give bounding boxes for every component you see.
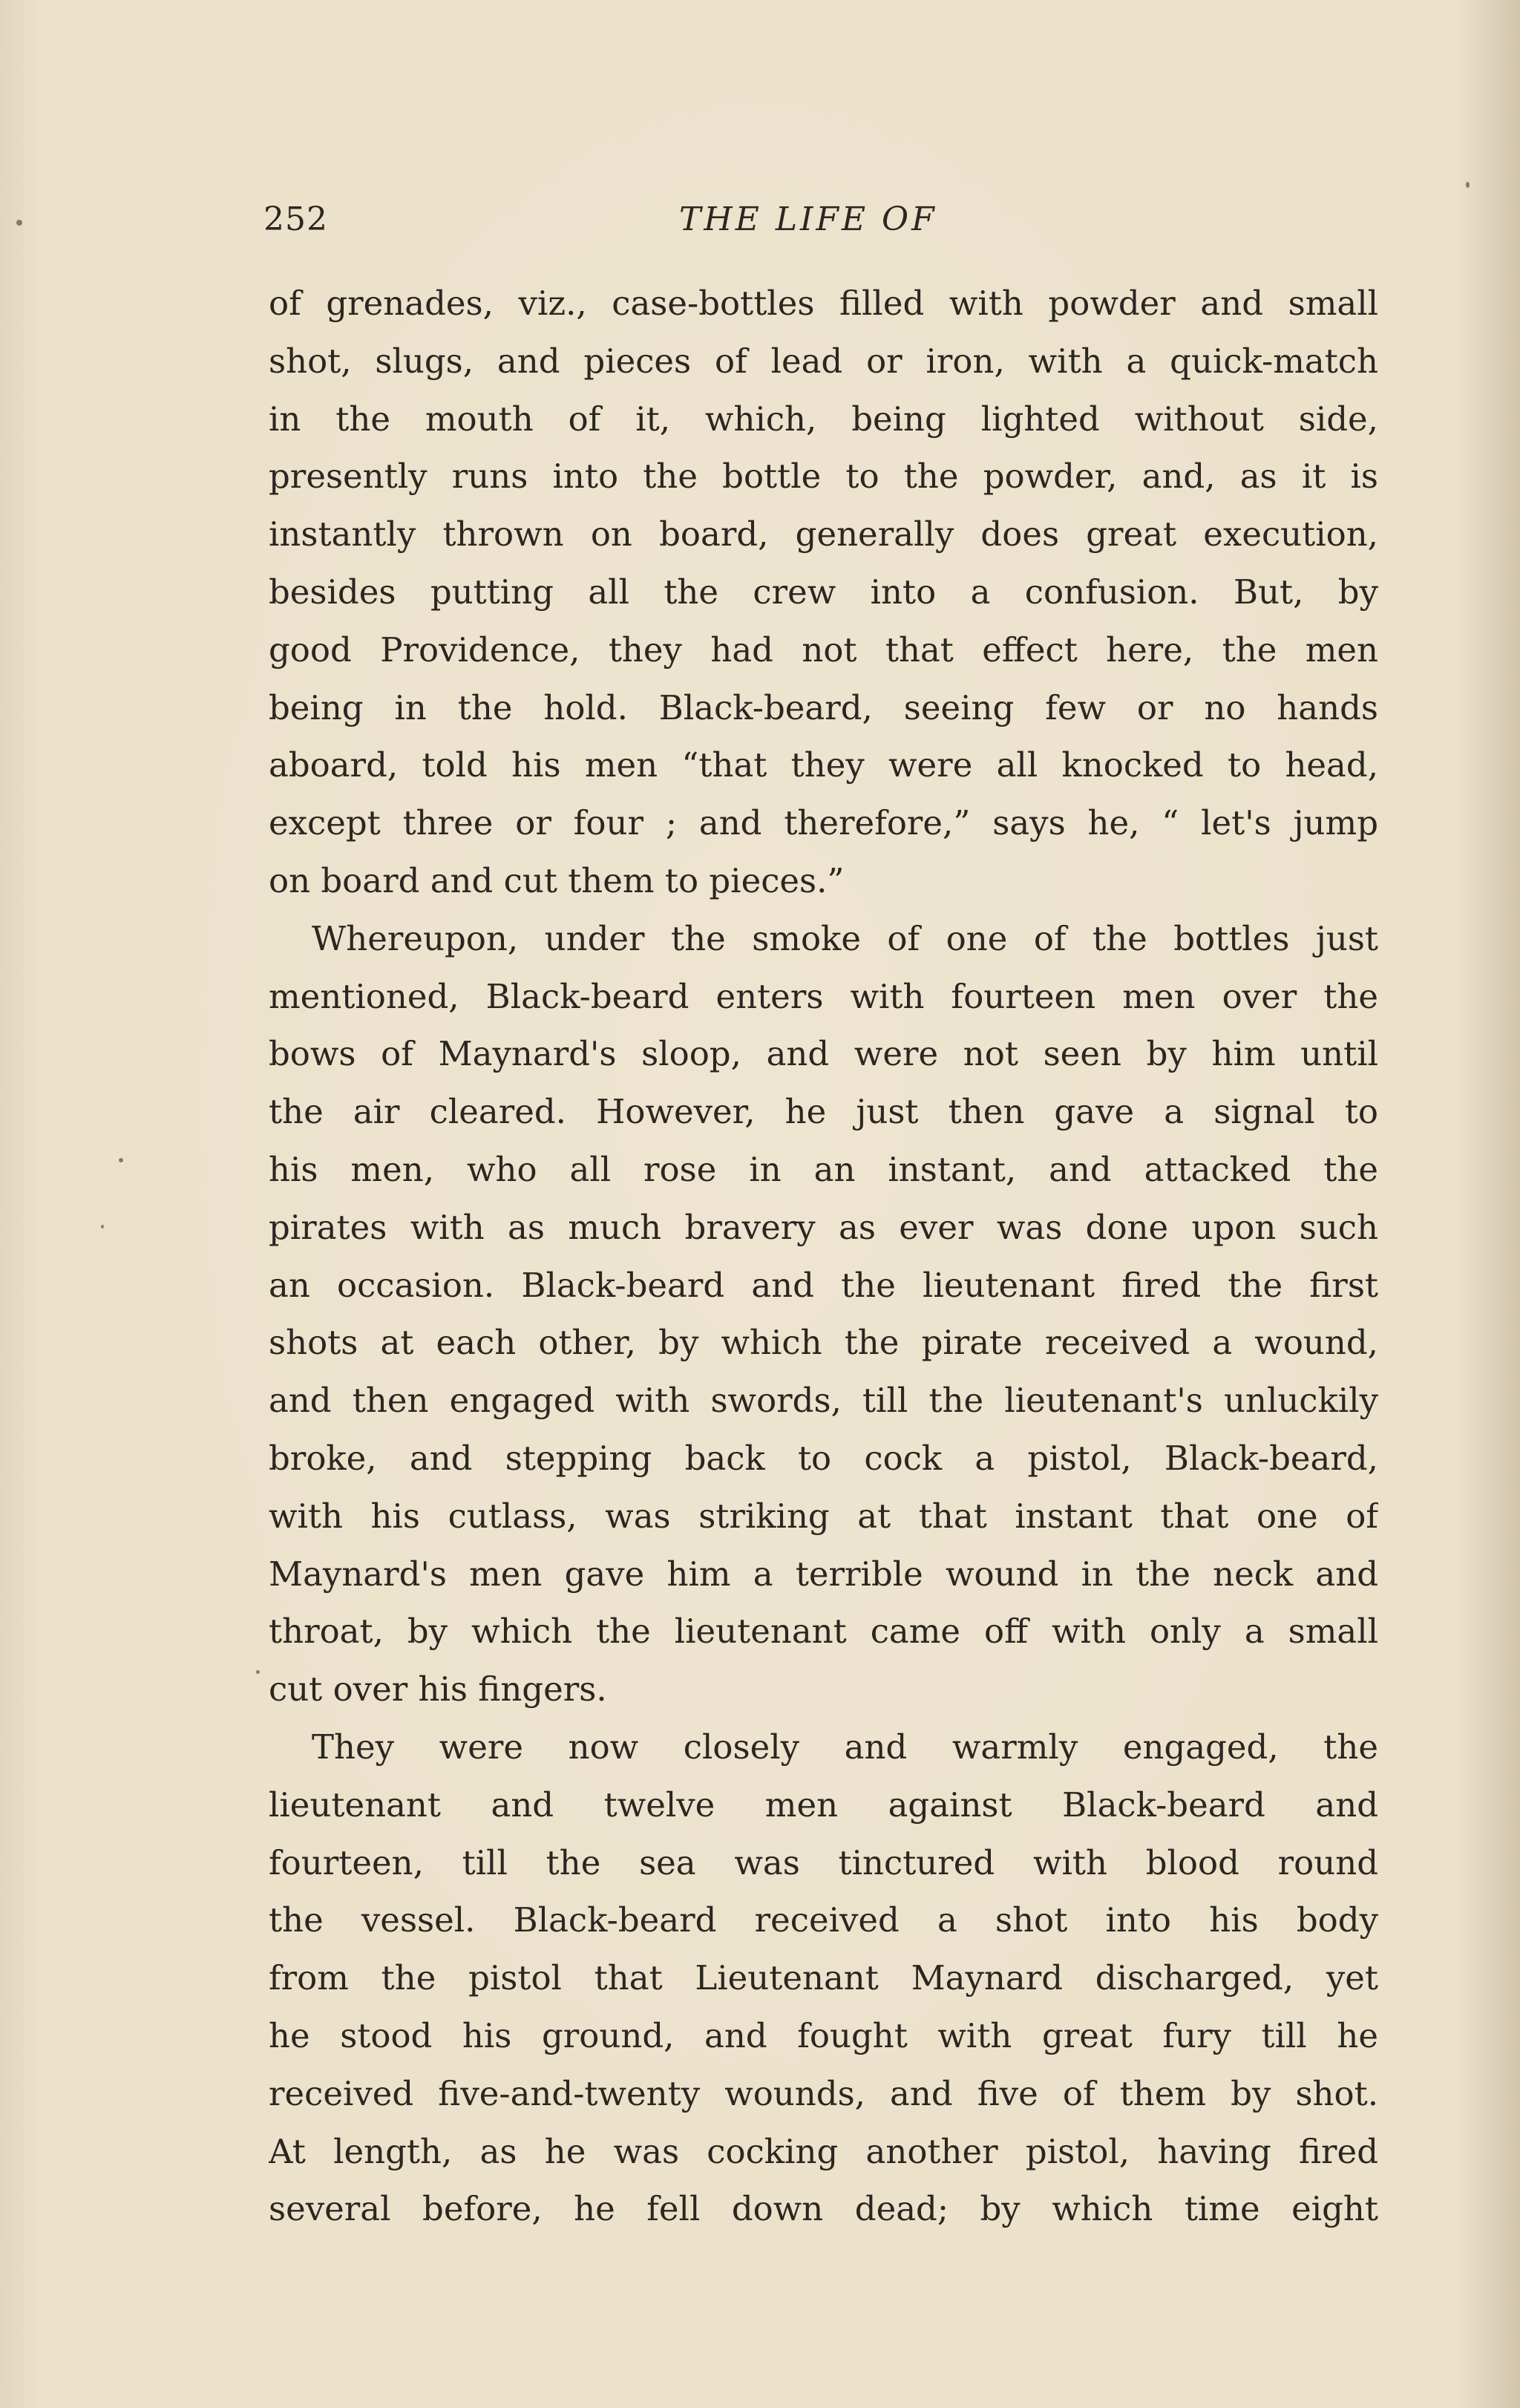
text-line: several before, he fell down dead; by which time eight [269, 2189, 1378, 2229]
text-line: throat, by which the lieutenant came off with only a small [269, 1612, 1378, 1652]
text-line: broke, and stepping back to cock a pistol, Black-beard, [269, 1438, 1378, 1478]
text-line: his men, who all rose in an instant, and attacked the [269, 1149, 1378, 1189]
text-line: bows of Maynard's sloop, and were not seen by him until [269, 1034, 1378, 1074]
text-line: received five-and-twenty wounds, and five of them by shot. [269, 2073, 1378, 2113]
text-line: shots at each other, by which the pirate received a wound, [269, 1323, 1378, 1363]
text-line: with his cutlass, was striking at that instant that one of [269, 1496, 1378, 1536]
text-line: except three or four ; and therefore,” says he, “ let's jump [269, 803, 1378, 843]
text-line: pirates with as much bravery as ever was done upon such [269, 1207, 1378, 1247]
paper-speck [119, 1158, 123, 1162]
text-line: Whereupon, under the smoke of one of the bottles just [312, 918, 1378, 958]
text-line: in the mouth of it, which, being lighted without side, [269, 399, 1378, 439]
text-line: he stood his ground, and fought with great fury till he [269, 2015, 1378, 2055]
text-line: from the pistol that Lieutenant Maynard discharged, yet [269, 1958, 1378, 1998]
text-line: fourteen, till the sea was tinctured with blood round [269, 1842, 1378, 1882]
text-line: and then engaged with swords, till the lieutenant's unluckily [269, 1381, 1378, 1421]
text-line: cut over his fingers. [269, 1669, 607, 1710]
text-line: lieutenant and twelve men against Black-beard and [269, 1784, 1378, 1825]
text-line: the vessel. Black-beard received a shot into his body [269, 1900, 1378, 1940]
text-line: mentioned, Black-beard enters with fourteen men over the [269, 976, 1378, 1016]
paper-speck [1466, 182, 1470, 188]
text-line: Maynard's men gave him a terrible wound in the neck and [269, 1554, 1378, 1594]
text-line: good Providence, they had not that effect here, the men [269, 629, 1378, 670]
text-line: shot, slugs, and pieces of lead or iron, with a quick-match [269, 341, 1378, 381]
text-line: aboard, told his men “that they were all knocked to head, [269, 745, 1378, 785]
page-number: 252 [263, 200, 328, 238]
text-line: an occasion. Black-beard and the lieutenant fired the first [269, 1265, 1378, 1305]
running-title: THE LIFE OF [679, 200, 937, 238]
paper-speck [16, 220, 22, 226]
text-line: They were now closely and warmly engaged, the [312, 1727, 1378, 1767]
text-line: of grenades, viz., case-bottles filled with powder and small [269, 284, 1378, 323]
paper-speck [256, 1670, 260, 1674]
text-line: being in the hold. Black-beard, seeing few or no hands [269, 687, 1378, 727]
text-line: At length, as he was cocking another pistol, having fired [269, 2131, 1378, 2171]
text-line: presently runs into the bottle to the powder, and, as it is [269, 457, 1378, 497]
text-line: the air cleared. However, he just then gave a signal to [269, 1092, 1378, 1132]
body-text [269, 275, 1378, 2238]
text-line: besides putting all the crew into a confusion. But, by [269, 572, 1378, 612]
running-header [263, 200, 1377, 245]
paper-speck [101, 1225, 104, 1228]
text-line: instantly thrown on board, generally does great execution, [269, 514, 1378, 554]
text-line: on board and cut them to pieces.” [269, 860, 845, 900]
